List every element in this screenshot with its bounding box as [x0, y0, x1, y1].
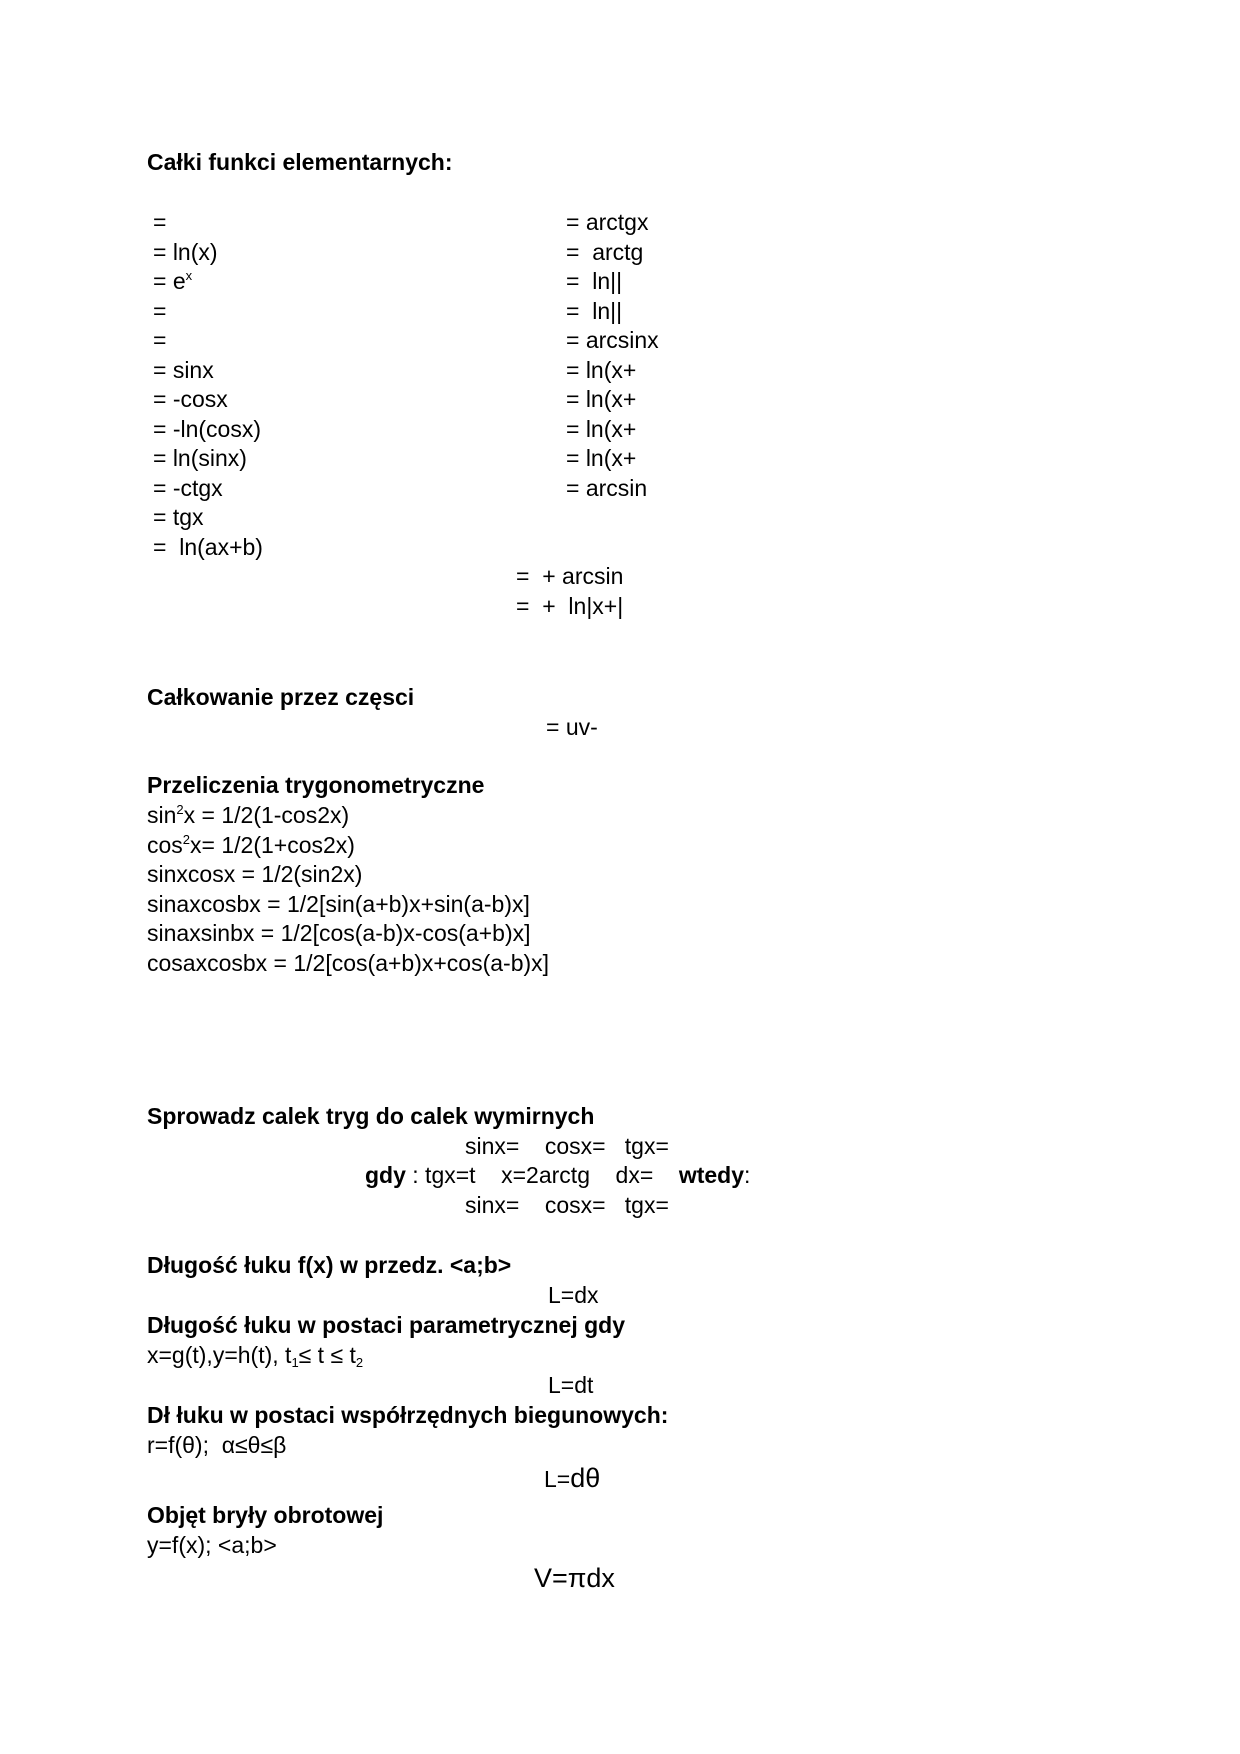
substitution-row-2: gdy : tgx=t x=2arctg dx= wtedy: — [365, 1162, 751, 1188]
volume-condition: y=f(x); <a;b> — [147, 1532, 277, 1558]
section-title-substitution: Sprowadz calek tryg do calek wymirnych — [147, 1103, 595, 1129]
integral-item: = -ln(cosx) — [153, 415, 261, 442]
integral-item: = — [153, 209, 167, 235]
integral-item: = -ctgx — [153, 474, 223, 501]
parametric-condition: x=g(t),y=h(t), $t_1\le t \le t_2$ — [147, 1342, 364, 1370]
integral-item: = ln|| — [566, 268, 623, 294]
section-title-by-parts: Całkowanie przez częsci — [147, 684, 415, 710]
integral-item: = ln|| — [566, 297, 623, 324]
integral-item: = arcsin — [566, 474, 648, 501]
trig-identity: sinaxcosbx = 1/2[sin(a+b)x+sin(a-b)x] — [147, 890, 530, 917]
integral-item: = ln(x+ — [566, 445, 637, 471]
substitution-row-3: sinx= cosx= tgx= — [465, 1192, 669, 1218]
section-title-parametric: Długość łuku w postaci parametrycznej gdy — [147, 1312, 626, 1338]
arc-length-formula: L=dx — [548, 1282, 599, 1308]
section-title-arc-length: Długość łuku f(x) w przedz. <a;b> — [147, 1252, 512, 1278]
integral-item: = -cosx — [153, 386, 228, 412]
volume-formula: V=πdx — [534, 1563, 615, 1593]
integral-item: = ln(x+ — [566, 356, 637, 383]
integral-item: = — [153, 327, 167, 353]
integral-item: = ln(sinx) — [153, 445, 247, 471]
integral-item: = ln(x+ — [566, 386, 637, 412]
integral-item: = + ln|x+| — [516, 592, 624, 619]
by-parts-formula: = uv- — [546, 714, 598, 740]
integral-item: = $e^x$ — [153, 268, 193, 294]
section-title-integrals: Całki funkci elementarnych: — [147, 149, 453, 175]
wtedy-label: wtedy — [678, 1162, 745, 1188]
section-title-polar: Dł łuku w postaci współrzędnych biegunowych: — [147, 1402, 669, 1428]
section-title-trig: Przeliczenia trygonometryczne — [147, 772, 485, 798]
integral-item: = ln(ax+b) — [153, 533, 263, 560]
polar-formula: L=dθ — [544, 1463, 601, 1493]
integral-item: = sinx — [153, 356, 214, 383]
integral-item: = — [153, 297, 167, 324]
gdy-label: gdy — [365, 1162, 406, 1188]
integrals-right-column — [566, 208, 659, 503]
integral-item: = arctg — [566, 238, 644, 265]
trig-identity: sinxcosx = 1/2(sin2x) — [147, 861, 363, 887]
section-title-volume: Objęt bryły obrotowej — [147, 1502, 384, 1528]
integral-item: = arcsinx — [566, 327, 659, 353]
integral-item: = + arcsin — [516, 563, 624, 589]
polar-condition: r=f(θ); α≤θ≤β — [147, 1432, 287, 1458]
integral-item: = ln(x+ — [566, 415, 637, 442]
trig-identity: cosaxcosbx = 1/2[cos(a+b)x+cos(a-b)x] — [147, 949, 550, 976]
integrals-left-column — [153, 208, 263, 562]
integral-item: = arctgx — [566, 209, 649, 235]
integrals-extra-column — [516, 562, 623, 621]
integral-item: = ln(x) — [153, 238, 218, 265]
trig-identity: sinaxsinbx = 1/2[cos(a-b)x-cos(a+b)x] — [147, 920, 531, 946]
integral-item: = tgx — [153, 504, 204, 530]
trig-identity: $\sin^2x = 1/2(1-\cos 2x)$ — [147, 802, 350, 828]
trig-identity: $\cos^2x= 1/2(1+\cos 2x)$ — [147, 831, 355, 858]
substitution-row-1: sinx= cosx= tgx= — [465, 1133, 669, 1159]
trig-identities — [147, 801, 549, 978]
parametric-formula: L=dt — [548, 1372, 594, 1398]
